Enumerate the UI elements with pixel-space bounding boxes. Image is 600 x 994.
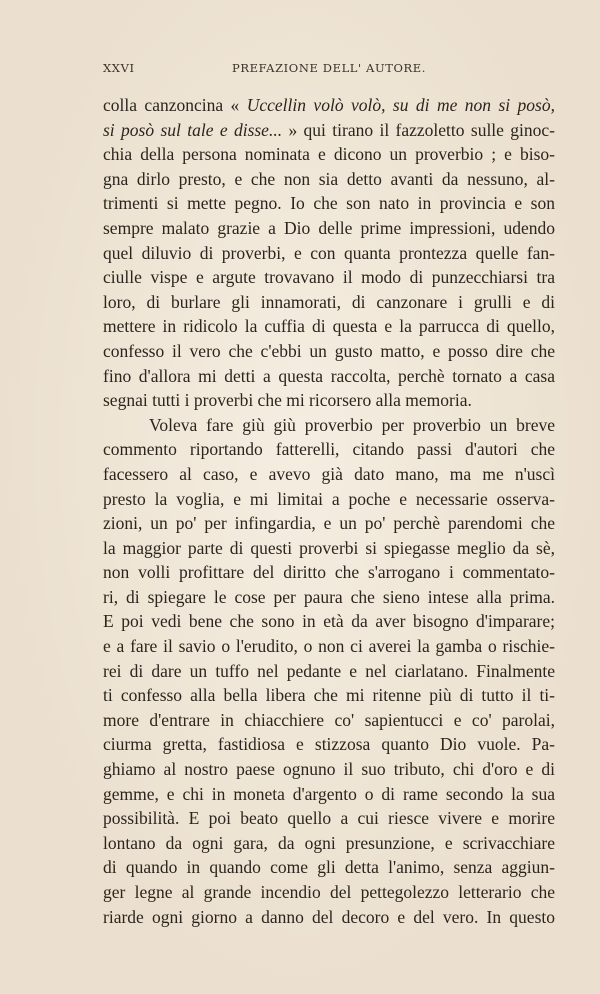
- text-line: non volli profittare del diritto che s'arrogano i commentato-: [103, 562, 555, 583]
- text-line: gemme, e chi in moneta d'argento o di rame secondo la sua: [103, 783, 555, 804]
- text-line: more d'entrare in chiacchiere co' sapientucci e co' parolai,: [103, 709, 555, 730]
- italic-quote: si posò sul tale e disse...: [103, 119, 283, 140]
- paragraph-end-line: segnai tutti i proverbi che mi ricorsero alla memoria.: [103, 390, 472, 411]
- page-number: XXVI: [103, 61, 135, 75]
- text-line-1-start: colla canzoncina «: [103, 95, 247, 115]
- text-line: mettere in ridicolo la cuffia di questa e la parrucca di quello,: [103, 316, 555, 337]
- text-line: ghiamo al nostro paese ognuno il suo tributo, chi d'oro e di: [103, 759, 555, 780]
- text-line: zioni, un po' per infingardia, e un po' perchè parendomi che: [103, 513, 555, 534]
- text-line: fino d'allora mi detti a questa raccolta, perchè tornato a casa: [103, 365, 555, 386]
- text-line: gna dirlo presto, e che non sia detto avanti da nessuno, al-: [103, 168, 555, 189]
- italic-quote: Uccellin volò volò, su di me non si posò,: [246, 95, 555, 115]
- page-header: [103, 61, 553, 83]
- text-line: possibilità. E poi beato quello a cui riesce vivere e morire: [103, 808, 555, 829]
- running-head: PREFAZIONE DELL' AUTORE.: [232, 61, 427, 75]
- text-line: loro, di burlare gli innamorati, di canzonare i grulli e di: [103, 291, 555, 312]
- text-line: rei di dare un tuffo nel pedante e nel ciarlatano. Finalmente: [103, 660, 555, 681]
- text-line: confesso il vero che c'ebbi un gusto matto, e posso dire che: [103, 340, 555, 361]
- text-line: riarde ogni giorno a danno del decoro e del vero. In questo: [103, 906, 555, 927]
- text-line: facessero al caso, e avevo già dato mano, ma me n'uscì: [103, 463, 555, 484]
- text-line: di quando in quando come gli detta l'animo, senza aggiun-: [103, 857, 555, 878]
- text-line-1: [103, 93, 555, 118]
- text-line: ti confesso alla bella libera che mi ritenne più di tutto il ti-: [103, 685, 555, 706]
- text-line: E poi vedi bene che sono in età da aver bisogno d'imparare;: [103, 611, 555, 632]
- text-line: commento riportando fatterelli, citando passi d'autori che: [103, 439, 555, 460]
- text-line: ri, di spiegare le cose per paura che sieno intese alla prima.: [103, 586, 555, 607]
- text-line: trimenti si mette pegno. Io che son nato in provincia e son: [103, 193, 555, 214]
- text-line-2-end: » qui tirano il fazzoletto sulle ginoc-: [282, 119, 555, 140]
- text-line: e a fare il savio o l'erudito, o non ci averei la gamba o rischie-: [103, 636, 555, 657]
- text-line: presto la voglia, e mi limitai a poche e necessarie osserva-: [103, 488, 555, 509]
- text-line: quel diluvio di proverbi, e con quanta prontezza quelle fan-: [103, 242, 555, 263]
- text-line: ger legne al grande incendio del pettegolezzo letterario che: [103, 882, 555, 902]
- text-line-2: [103, 118, 555, 143]
- text-line: ciulle vispe e argute trovavano il modo di punzecchiarsi tra: [103, 267, 555, 288]
- text-line: chia della persona nominata e dicono un proverbio ; e biso-: [103, 144, 555, 165]
- text-line: la maggior parte di questi proverbi si spiegasse meglio da sè,: [103, 537, 555, 558]
- paragraph-start-line: Voleva fare giù giù proverbio per proverbio un breve: [149, 414, 555, 435]
- text-line: sempre malato grazie a Dio delle prime impressioni, udendo: [103, 217, 555, 238]
- text-line: lontano da ogni gara, da ogni presunzione, e scrivacchiare: [103, 832, 555, 853]
- body-text: [103, 93, 555, 929]
- text-line: ciurma gretta, fastidiosa e stizzosa quanto Dio vuole. Pa-: [103, 734, 555, 755]
